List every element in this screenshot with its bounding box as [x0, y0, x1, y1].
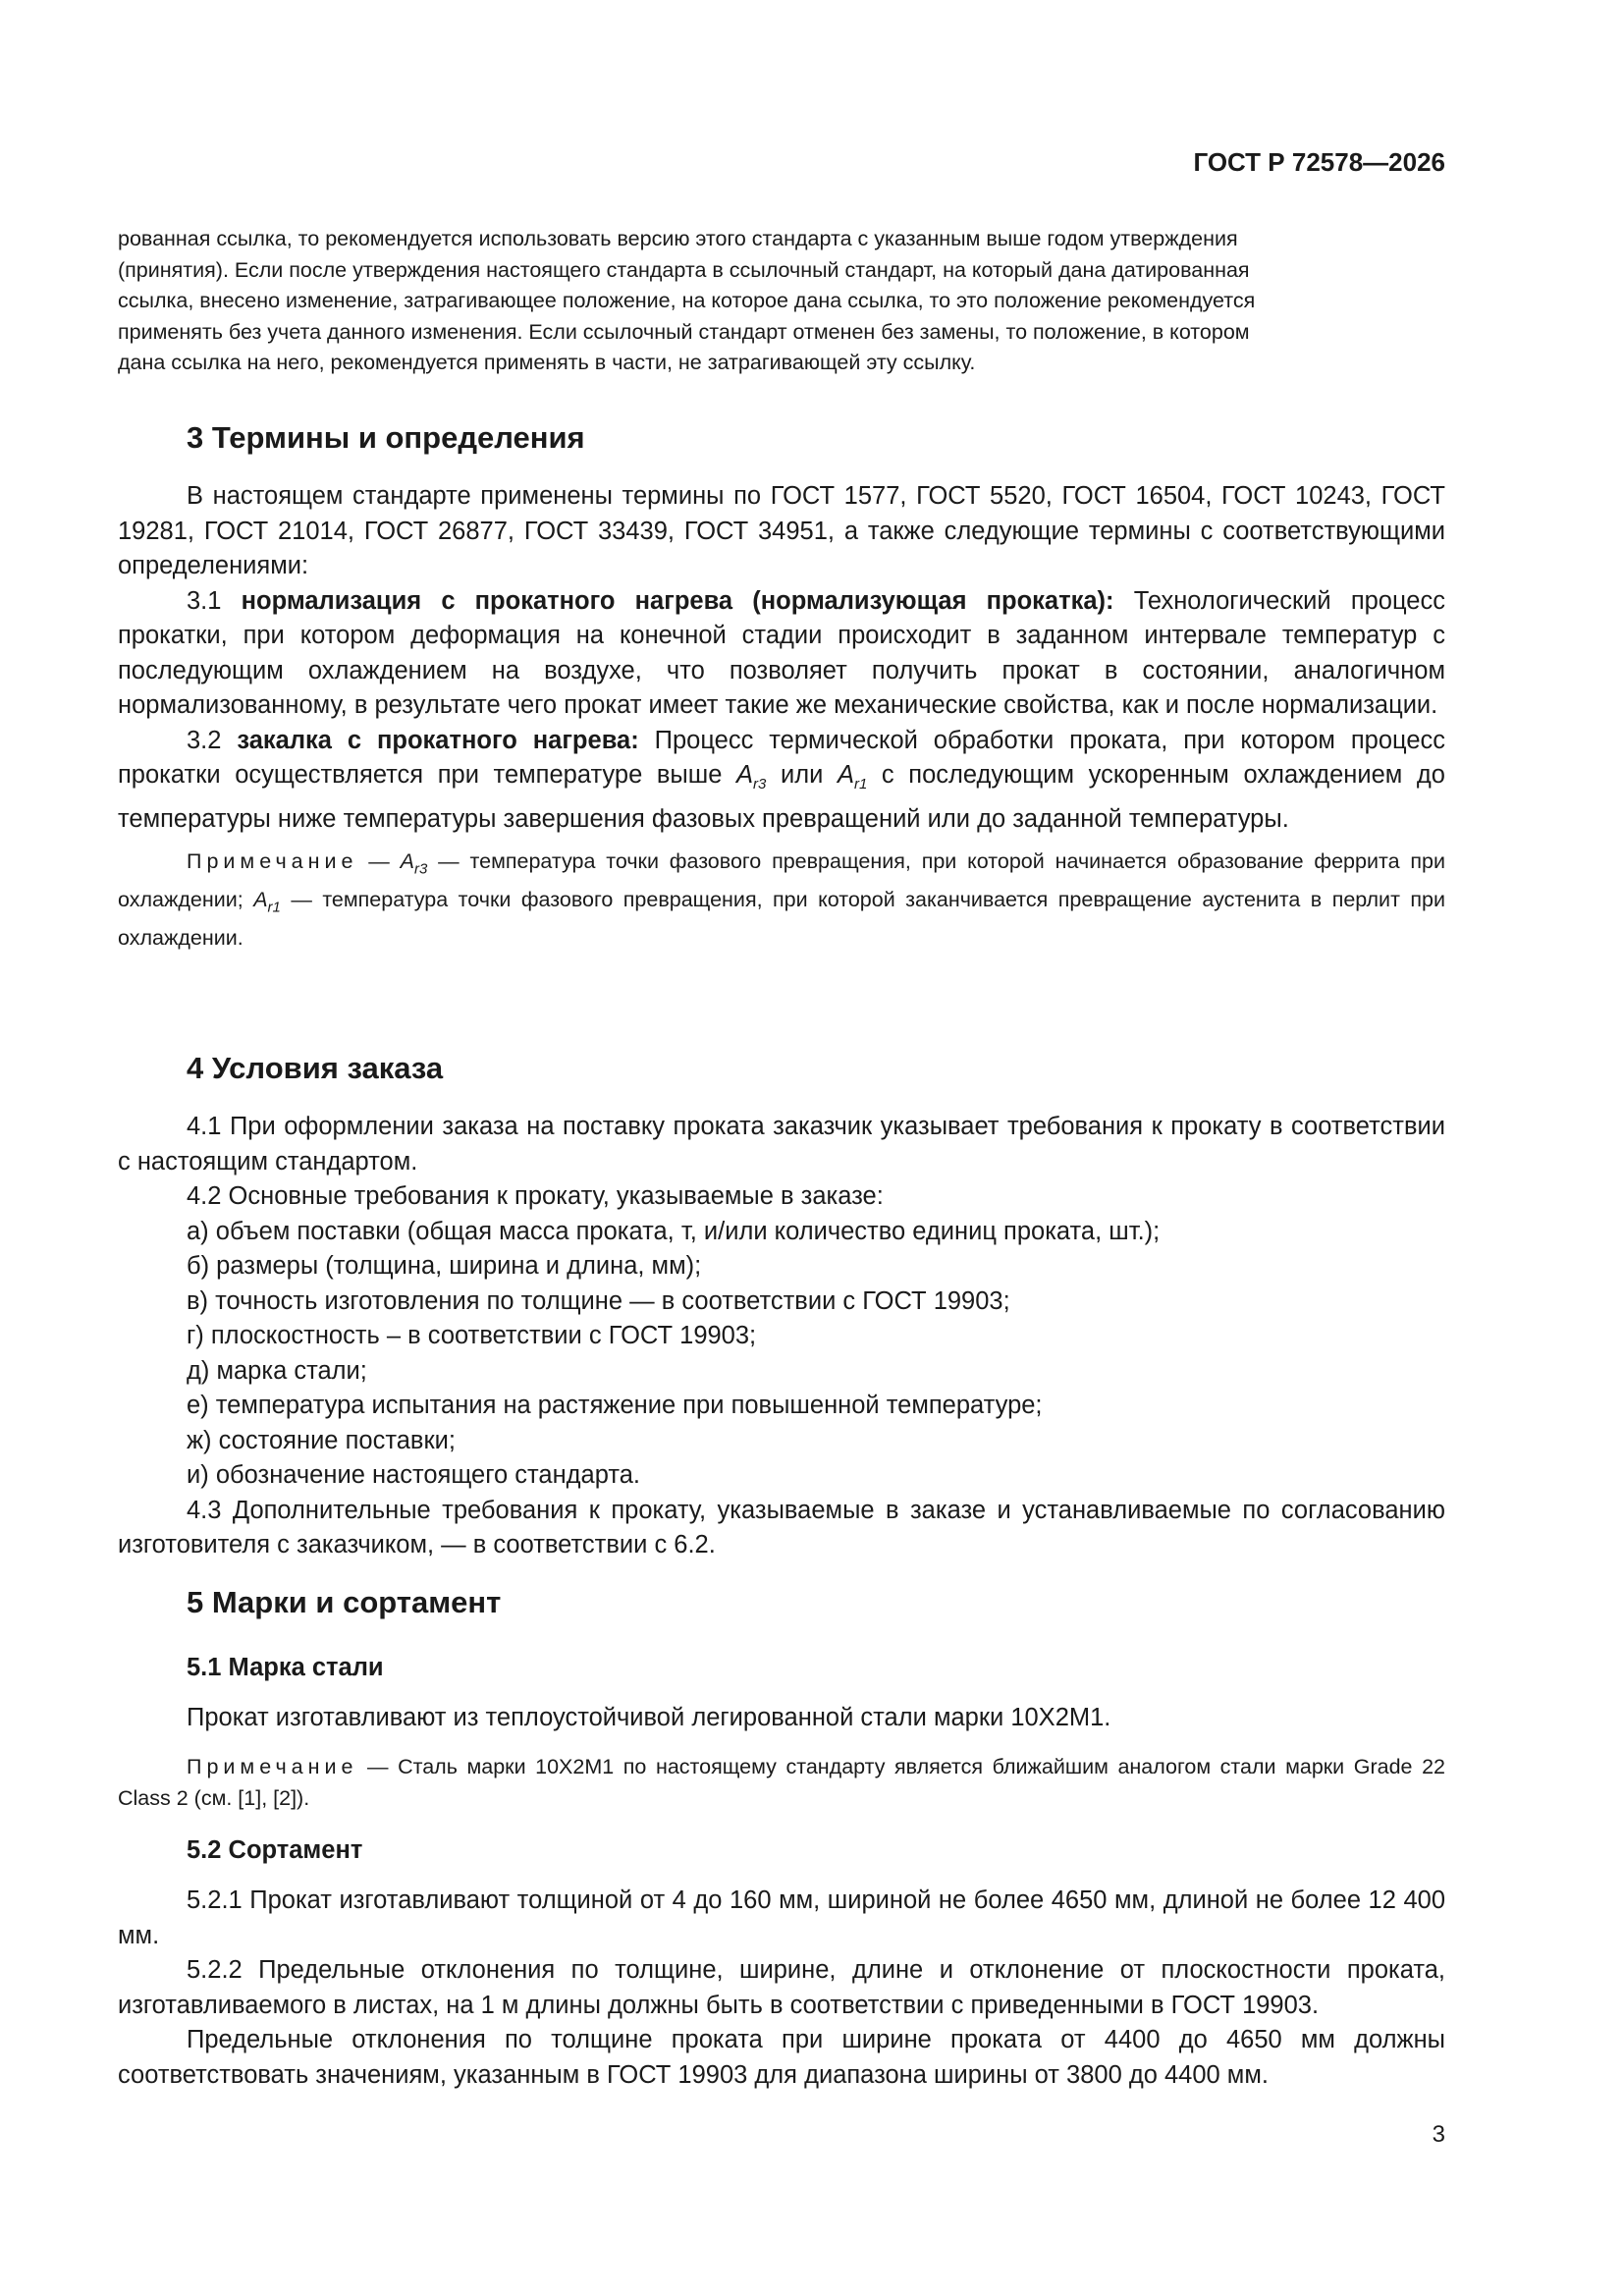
- section-5-note: Примечание — Сталь марки 10Х2М1 по настоящему стандарту является ближайшим аналогом стали марки Grade 22 Class 2 (см. [1], [2]).: [118, 1755, 1445, 1810]
- term-3-2-number: 3.2: [187, 726, 222, 754]
- clause-4-3: 4.3 Дополнительные требования к прокату, указываемые в заказе и устанавливаемые по согласованию изготовителя с заказчиком, — в соответствии с 6.2.: [118, 1496, 1445, 1558]
- list-item: и) обозначение настоящего стандарта.: [187, 1461, 640, 1489]
- intro-line: применять без учета данного изменения. Если ссылочный стандарт отменен без замены, то положение, в котором: [118, 319, 1250, 344]
- term-3-1-definition: Технологический процесс прокатки, при котором деформация на конечной стадии происходит в заданном интервале температур с последующим охлаждением на воздухе, что позволяет получить прокат в состоянии, аналогичном нормализованному, в результате чего прокат имеет такие же механические свойства, как и после нормализации.: [118, 586, 1445, 719]
- note-label: Примечание: [187, 849, 358, 874]
- list-item: е) температура испытания на растяжение при повышенной температуре;: [187, 1392, 1043, 1419]
- section-3-body: [118, 479, 1445, 954]
- subsection-5-1-title: 5.1 Марка стали: [187, 1654, 384, 1681]
- list-item: г) плоскостность – в соответствии с ГОСТ 19903;: [187, 1322, 757, 1349]
- term-3-1-number: 3.1: [187, 586, 222, 615]
- page-number: 3: [1432, 2121, 1445, 2148]
- list-item: а) объем поставки (общая масса проката, т, и/или количество единиц проката, шт.);: [187, 1217, 1161, 1245]
- note-label: Примечание: [187, 1755, 358, 1778]
- clause-4-1: 4.1 При оформлении заказа на поставку проката заказчик указывает требования к прокату в соответствии с настоящим стандартом.: [118, 1113, 1445, 1175]
- term-3-1: [118, 584, 1445, 724]
- section-3-title: 3 Термины и определения: [187, 420, 585, 455]
- symbol-ar1: $A_{r1}$: [253, 887, 281, 916]
- list-item: б) размеры (толщина, ширина и длина, мм);: [187, 1252, 702, 1280]
- subsection-5-2-body: [118, 1884, 1445, 2093]
- list-item: д) марка стали;: [187, 1356, 367, 1385]
- clause-4-2: 4.2 Основные требования к прокату, указываемые в заказе:: [187, 1182, 884, 1210]
- section-4-title: 4 Условия заказа: [187, 1051, 444, 1085]
- section-5-title: 5 Марки и сортамент: [187, 1585, 502, 1619]
- clause-5-2-2-extra: Предельные отклонения по толщине проката при ширине проката от 4400 до 4650 мм должны соответствовать значениям, указанным в ГОСТ 19903 для диапазона ширины от 3800 до 4400 мм.: [118, 2026, 1445, 2089]
- symbol-ar3: $A_{r3}$: [735, 761, 767, 793]
- term-3-2-or: или: [780, 761, 824, 789]
- clause-5-2-2: 5.2.2 Предельные отклонения по толщине, ширине, длине и отклонение от плоскостности проката, изготавливаемого в листах, на 1 м длины должны быть в соответствии с приведенными в ГОСТ 19903.: [118, 1956, 1445, 2019]
- list-item: ж) состояние поставки;: [187, 1426, 456, 1454]
- term-3-2-definition-a: Процесс термической обработки проката, при котором процесс прокатки осуществляется при температуре выше: [118, 726, 1445, 789]
- symbol-ar1: $A_{r1}$: [837, 761, 868, 793]
- document-code-header: ГОСТ Р 72578—2026: [1193, 147, 1445, 177]
- term-3-1-term: нормализация с прокатного нагрева (нормализующая прокатка):: [241, 586, 1114, 615]
- section-3-note: Примечание — $A_{r3}$ — температура точки фазового превращения, при которой начинается образование феррита при охлаждении; $A_{r1}$ — температура точки фазового превращения, при которой заканчивается превращение аустенита в перлит при охлаждении.: [118, 849, 1445, 950]
- section-3-intro: В настоящем стандарте применены термины по ГОСТ 1577, ГОСТ 5520, ГОСТ 16504, ГОСТ 10243, ГОСТ 19281, ГОСТ 21014, ГОСТ 26877, ГОСТ 33439, ГОСТ 34951, а также следующие термины с соответствующими определениями:: [118, 482, 1445, 579]
- symbol-ar3: $A_{r3}$: [400, 849, 428, 878]
- clause-5-2-1: 5.2.1 Прокат изготавливают толщиной от 4 до 160 мм, шириной не более 4650 мм, длиной не более 12 400 мм.: [118, 1886, 1445, 1949]
- intro-line: дана ссылка на него, рекомендуется применять в части, не затрагивающей эту ссылку.: [118, 351, 976, 374]
- term-3-2-definition-b: с последующим ускоренным охлаждением до температуры ниже температуры завершения фазовых превращений или до заданной температуры.: [118, 761, 1445, 833]
- subsection-5-2-title: 5.2 Сортамент: [187, 1836, 363, 1864]
- term-3-2: [118, 724, 1445, 838]
- intro-line: (принятия). Если после утверждения настоящего стандарта в ссылочный стандарт, на который дана датированная: [118, 257, 1250, 282]
- clause-5-1: Прокат изготавливают из теплоустойчивой легированной стали марки 10Х2М1.: [187, 1704, 1111, 1731]
- section-4-body: [118, 1110, 1445, 1563]
- intro-paragraph: [118, 224, 1445, 379]
- intro-line: ссылка, внесено изменение, затрагивающее положение, на которое дана ссылка, то это положение рекомендуется: [118, 289, 1256, 312]
- order-requirements-list: [118, 1215, 1445, 1494]
- list-item: в) точность изготовления по толщине — в соответствии с ГОСТ 19903;: [187, 1286, 1010, 1315]
- intro-line: рованная ссылка, то рекомендуется использовать версию этого стандарта с указанным выше годом утверждения: [118, 227, 1238, 250]
- term-3-2-term: закалка с прокатного нагрева:: [237, 726, 639, 754]
